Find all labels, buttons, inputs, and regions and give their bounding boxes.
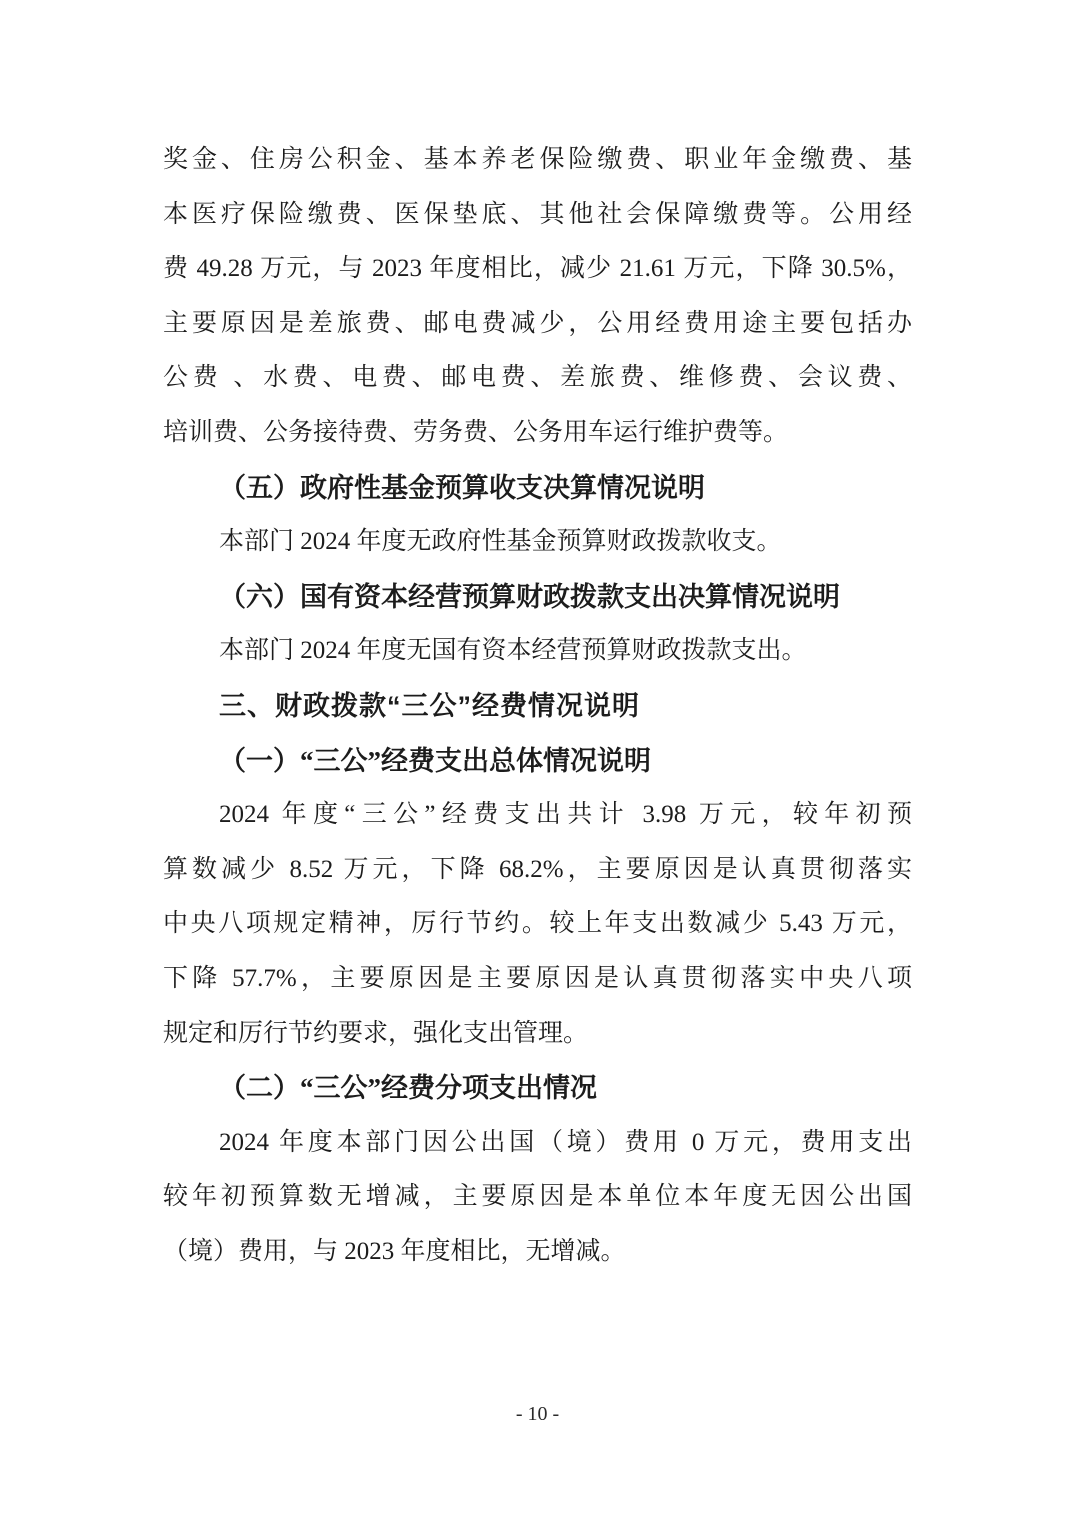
body-text-line: 本医疗保险缴费、医保垫底、其他社会保障缴费等。公用经 xyxy=(163,200,912,228)
body-text-line: 本部门 2024 年度无国有资本经营预算财政拨款支出。 xyxy=(219,637,807,665)
body-text-line: 中央八项规定精神，厉行节约。较上年支出数减少 5.43 万元， xyxy=(163,910,912,938)
chapter-heading-3: 三、财政拨款“三公”经费情况说明 xyxy=(219,690,640,721)
section-heading-2: （二）“三公”经费分项支出情况 xyxy=(219,1073,597,1104)
body-text-line: 本部门 2024 年度无政府性基金预算财政拨款收支。 xyxy=(219,528,782,556)
body-text-line: 主要原因是差旅费、邮电费减少，公用经费用途主要包括办 xyxy=(163,309,912,337)
section-heading-5: （五）政府性基金预算收支决算情况说明 xyxy=(219,472,705,503)
body-text-line: 下降 57.7%，主要原因是主要原因是认真贯彻落实中央八项 xyxy=(163,964,912,992)
body-text-line: 2024 年度“三公”经费支出共计 3.98 万元，较年初预 xyxy=(219,801,912,829)
section-heading-6: （六）国有资本经营预算财政拨款支出决算情况说明 xyxy=(219,581,840,612)
body-text-line: 算数减少 8.52 万元，下降 68.2%，主要原因是认真贯彻落实 xyxy=(163,855,912,883)
body-text-line: 费 49.28 万元，与 2023 年度相比，减少 21.61 万元，下降 30.5%， xyxy=(163,255,912,283)
page-body xyxy=(163,133,912,1279)
body-text-line: 公费 、水费、电费、邮电费、差旅费、维修费、会议费、 xyxy=(163,364,912,392)
page-number: - 10 - xyxy=(515,1403,560,1425)
body-text-line: 规定和厉行节约要求，强化支出管理。 xyxy=(163,1019,589,1047)
body-text-line: （境）费用，与 2023 年度相比，无增减。 xyxy=(163,1237,626,1265)
body-text-line: 较年初预算数无增减，主要原因是本单位本年度无因公出国 xyxy=(163,1183,912,1211)
body-text-line: 培训费、公务接待费、劳务费、公务用车运行维护费等。 xyxy=(163,418,789,446)
body-text-line: 2024 年度本部门因公出国（境）费用 0 万元，费用支出 xyxy=(219,1128,912,1156)
section-heading-1: （一）“三公”经费支出总体情况说明 xyxy=(219,745,651,776)
body-text-line: 奖金、住房公积金、基本养老保险缴费、职业年金缴费、基 xyxy=(163,146,912,173)
